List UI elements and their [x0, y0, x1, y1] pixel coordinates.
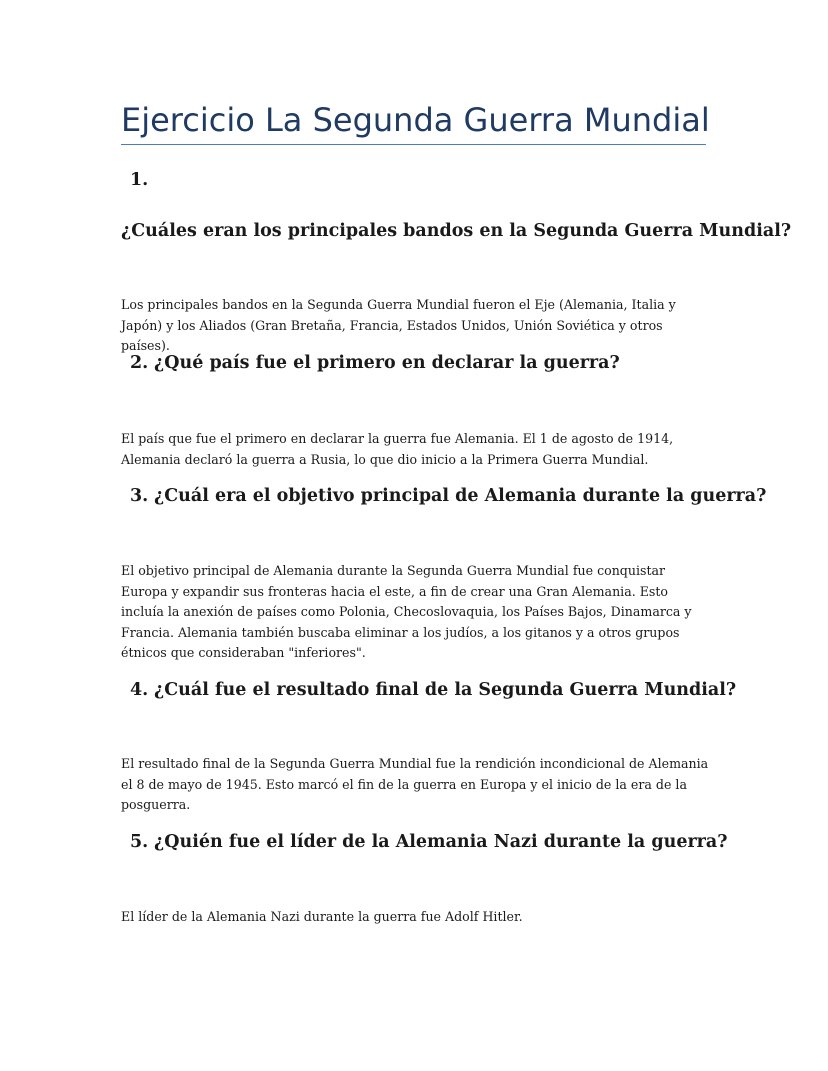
answer-2: El país que fue el primero en declarar la guerra fue Alemania. El 1 de agosto de 1914, Alemania declaró la guerra a Rusia, lo que dio inicio a la Primera Guerra Mundial.: [121, 431, 674, 467]
answer-5: El líder de la Alemania Nazi durante la guerra fue Adolf Hitler.: [121, 909, 523, 924]
answer-1: Los principales bandos en la Segunda Guerra Mundial fueron el Eje (Alemania, Italia y Japón) y los Aliados (Gran Bretaña, Francia, Estados Unidos, Unión Soviética y otros países).: [121, 297, 676, 353]
question-text: ¿Cuál era el objetivo principal de Alemania durante la guerra?: [154, 486, 767, 506]
question-text: ¿Cuál fue el resultado final de la Segunda Guerra Mundial?: [154, 680, 737, 700]
question-number: 5.: [130, 832, 149, 852]
document-title: Ejercicio La Segunda Guerra Mundial: [121, 101, 710, 139]
question-text: ¿Quién fue el líder de la Alemania Nazi durante la guerra?: [154, 832, 728, 852]
title-divider: [121, 144, 706, 145]
question-number: 4.: [130, 680, 149, 700]
question-text: ¿Qué país fue el primero en declarar la guerra?: [154, 353, 620, 373]
question-4-heading: [130, 677, 736, 703]
answer-3: El objetivo principal de Alemania durante la Segunda Guerra Mundial fue conquistar Europa y expandir sus fronteras hacia el este, a fin de crear una Gran Alemania. Esto incluía la anexión de países como Polonia, Checoslovaquia, los Países Bajos, Dinamarca y Francia. Alemania también buscaba eliminar a los judíos, a los gitanos y a otros grupos étnicos que consideraban "inferiores".: [121, 563, 692, 660]
question-number: 1.: [130, 170, 149, 190]
question-1-number: [130, 167, 148, 193]
question-5-heading: [130, 829, 727, 855]
question-number: 3.: [130, 486, 149, 506]
question-2-heading: [130, 350, 620, 376]
question-number: 2.: [130, 353, 149, 373]
question-3-heading: [130, 483, 766, 509]
question-1-heading: ¿Cuáles eran los principales bandos en la Segunda Guerra Mundial?: [121, 221, 792, 241]
answer-4: El resultado final de la Segunda Guerra Mundial fue la rendición incondicional de Alemania el 8 de mayo de 1945. Esto marcó el fin de la guerra en Europa y el inicio de la era de la posguerra.: [121, 756, 709, 812]
